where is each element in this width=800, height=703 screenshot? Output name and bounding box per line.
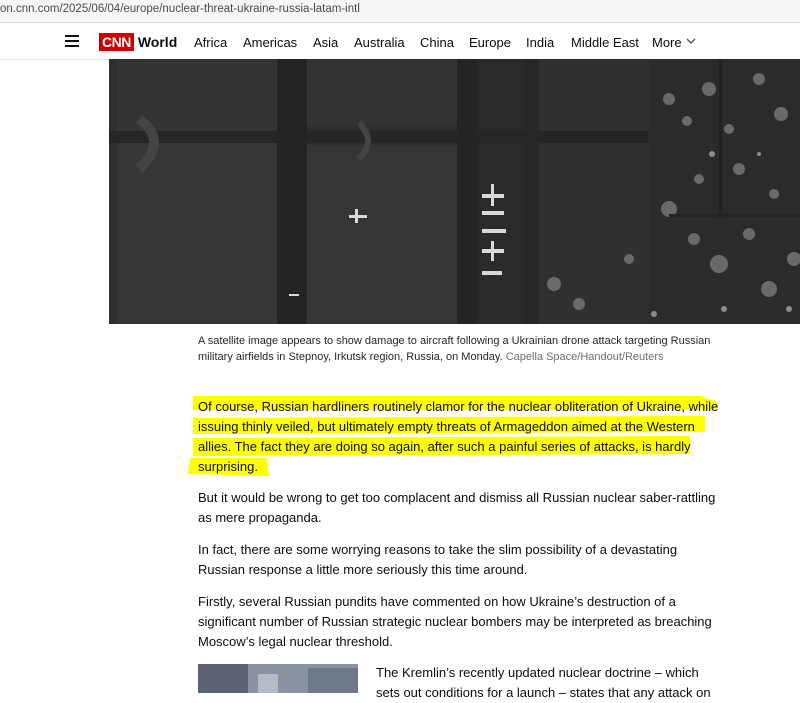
address-bar[interactable] <box>0 0 800 23</box>
url-text[interactable]: on.cnn.com/2025/06/04/europe/nuclear-threat-ukraine-russia-latam-intl <box>0 3 360 15</box>
nav-item-middle-east[interactable]: Middle East <box>571 35 639 50</box>
hamburger-menu-icon[interactable] <box>65 35 79 47</box>
caption-text: A satellite image appears to show damage to aircraft following a Ukrainian drone attack targeting Russian military airfields in Stepnoy, Irkutsk region, Russia, on Monday. <box>198 335 711 363</box>
cnn-world-logo[interactable] <box>99 32 177 52</box>
nav-item-europe[interactable]: Europe <box>469 35 511 50</box>
inline-article-image[interactable] <box>198 664 358 693</box>
paragraph-5: The Kremlin’s recently updated nuclear doctrine – which sets out conditions for a launch – states that any attack on <box>376 665 711 700</box>
paragraph-3: In fact, there are some worrying reasons to take the slim possibility of a devastating Russian response a little more seriously this time around. <box>198 542 678 577</box>
nav-item-americas[interactable]: Americas <box>243 35 298 50</box>
cnn-logo[interactable]: CNN <box>99 33 134 51</box>
nav-item-more[interactable]: More <box>652 35 682 50</box>
section-name[interactable]: World <box>137 34 178 50</box>
nav-item-australia[interactable]: Australia <box>354 35 405 50</box>
site-navbar <box>0 23 800 60</box>
nav-item-china[interactable]: China <box>420 35 454 50</box>
chevron-down-icon[interactable] <box>686 37 696 45</box>
nav-item-india[interactable]: India <box>526 35 555 50</box>
photo-credit: Capella Space/Handout/Reuters <box>505 351 664 363</box>
paragraph-1: Of course, Russian hardliners routinely clamor for the nuclear obliteration of Ukraine, while issuing thinly veiled, but ultimately empty threats of Armageddon aimed at the Western allies. The fact they are doing so again, after such a painful series of attacks, is hardly surprising. <box>198 399 719 474</box>
paragraph-4: Firstly, several Russian pundits have commented on how Ukraine’s destruction of a significant number of Russian strategic nuclear bombers may be interpreted as breaching Moscow’s legal nuclear threshold. <box>198 594 712 649</box>
satellite-image <box>109 59 800 324</box>
paragraph-2: But it would be wrong to get too complacent and dismiss all Russian nuclear saber-rattling as mere propaganda. <box>198 490 716 525</box>
image-caption <box>198 333 728 365</box>
nav-item-africa[interactable]: Africa <box>194 35 228 50</box>
nav-item-asia[interactable]: Asia <box>313 35 339 50</box>
